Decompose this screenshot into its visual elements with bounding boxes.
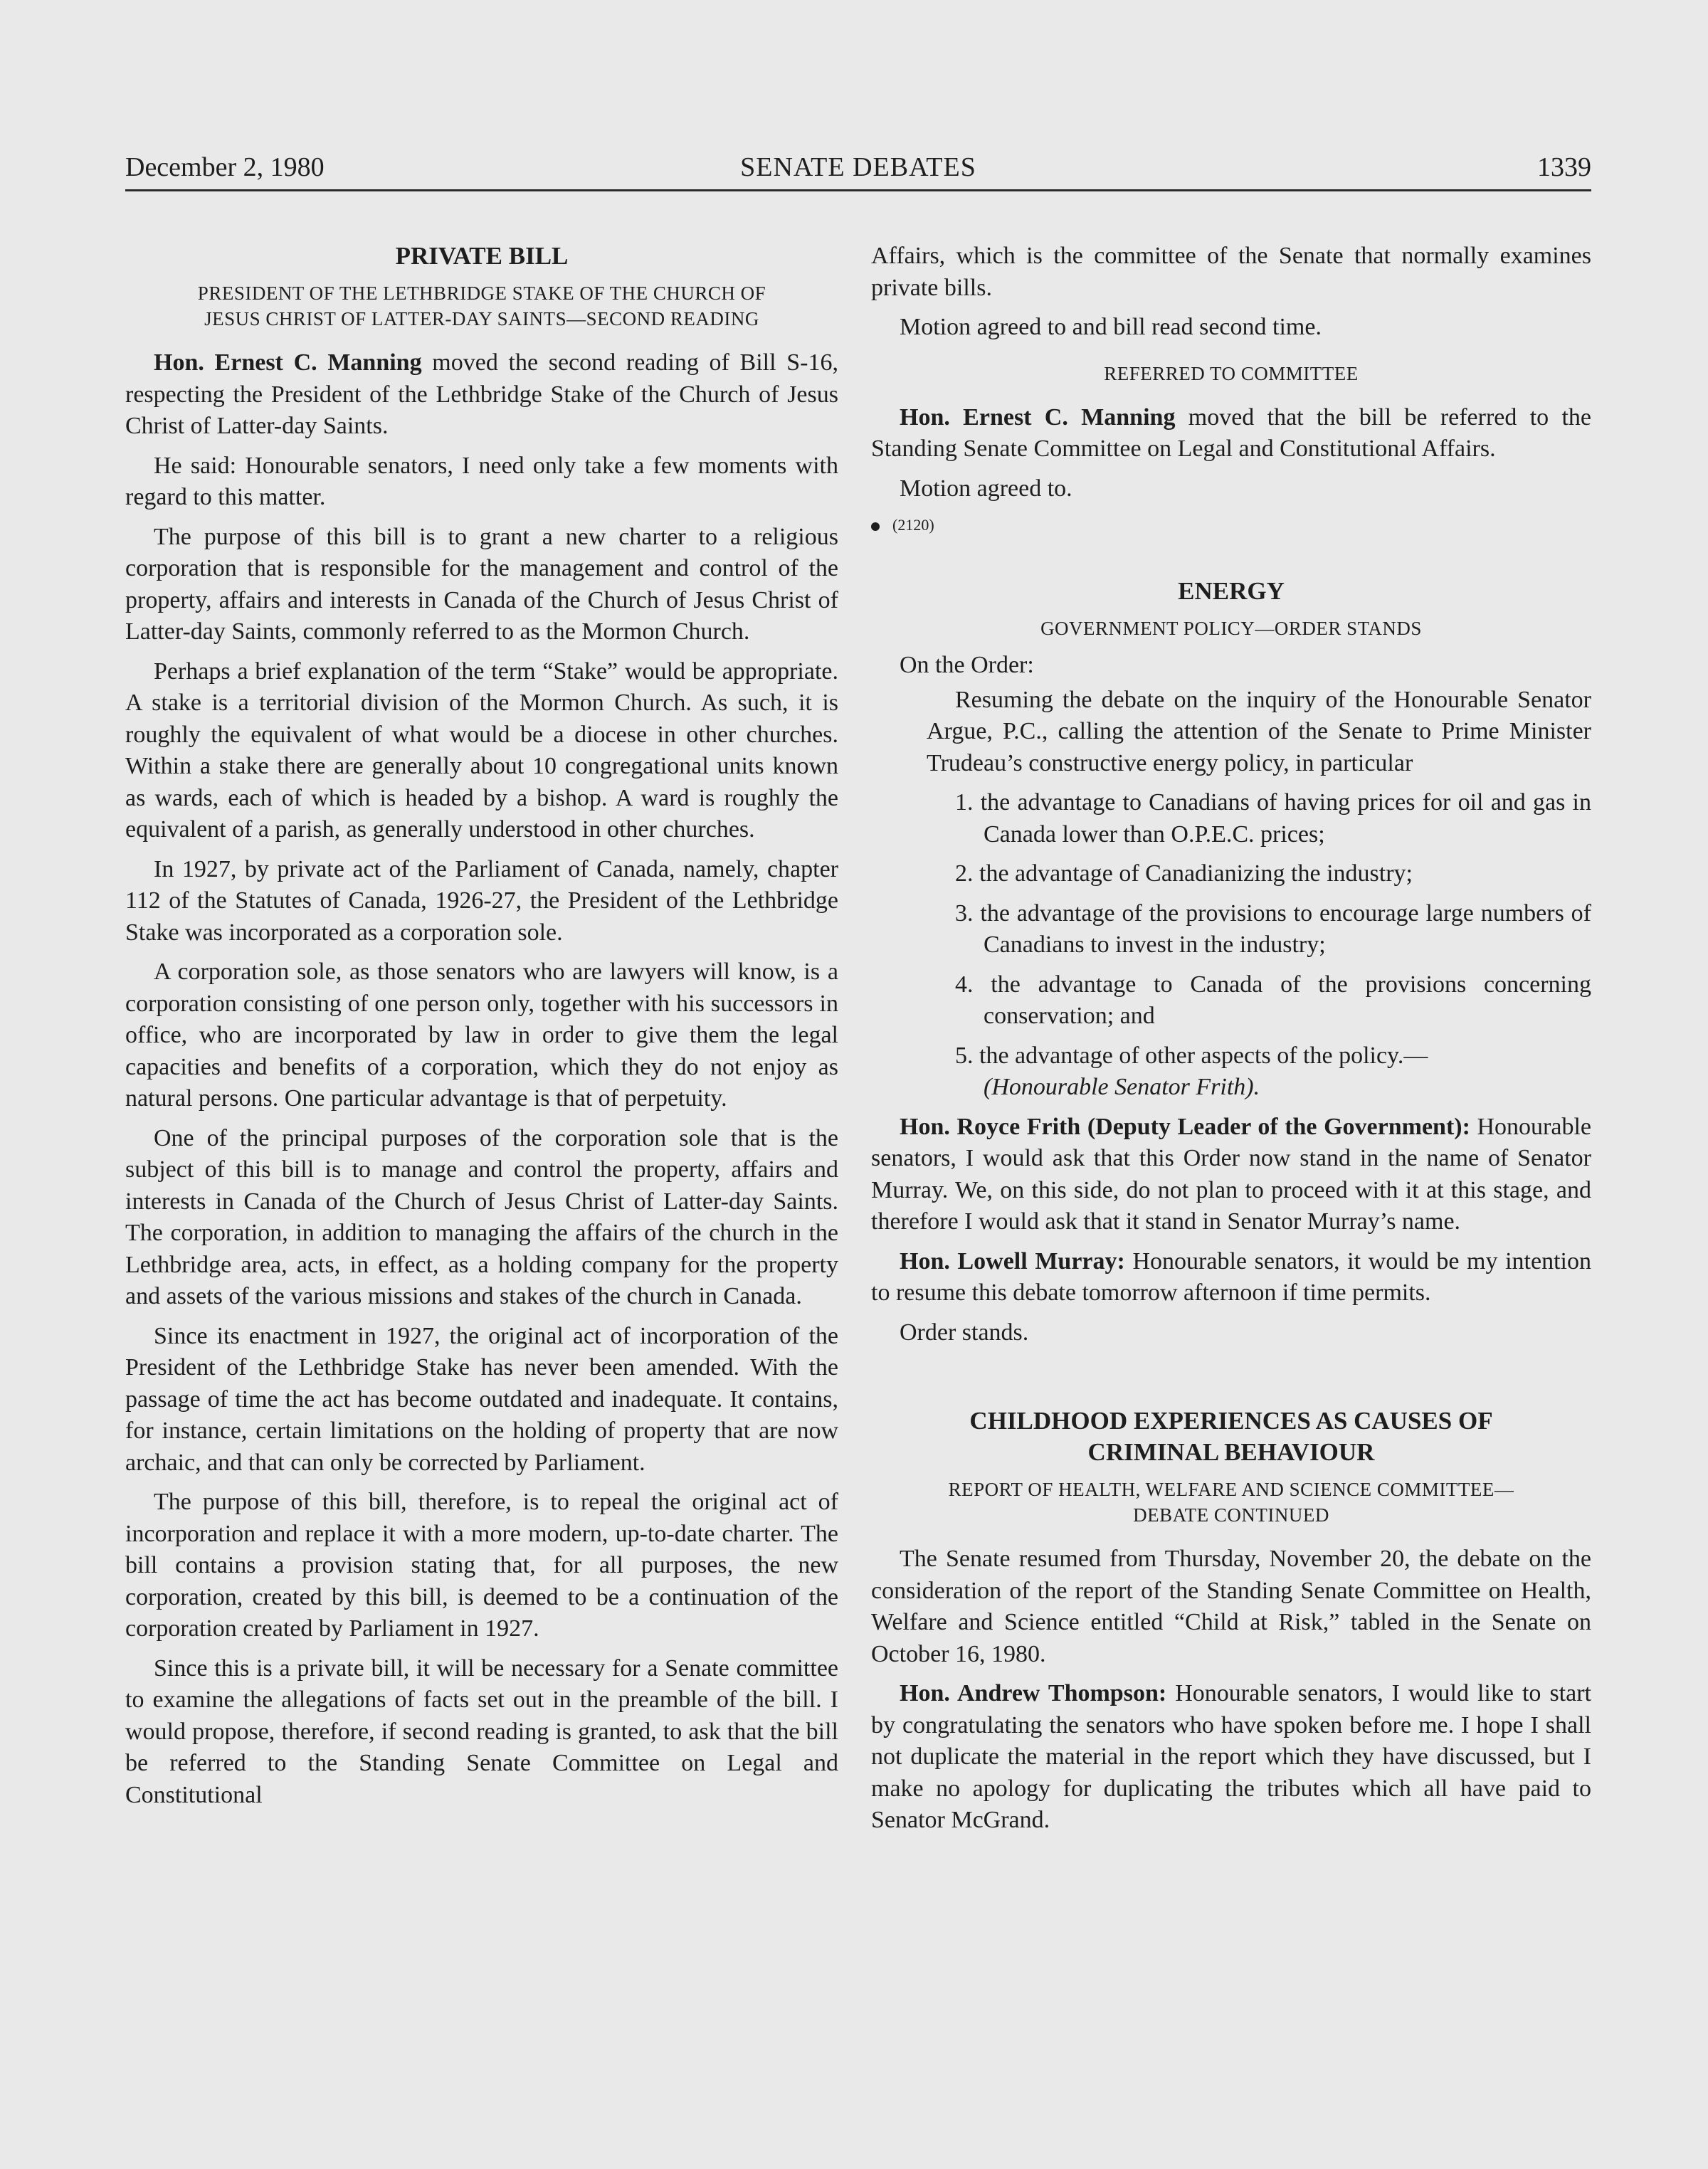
time-marker xyxy=(871,514,1591,536)
header-date: December 2, 1980 xyxy=(125,152,325,182)
paragraph: Motion agreed to. xyxy=(900,475,1072,502)
speaker-name: Hon. Royce Frith (Deputy Leader of the Government): xyxy=(900,1113,1470,1140)
list-item: 3. the advantage of the provisions to encourage large numbers of Canadians to invest in the industry; xyxy=(955,899,1591,958)
speaker-name: Hon. Ernest C. Manning xyxy=(154,349,422,376)
section-title-private-bill: PRIVATE BILL xyxy=(395,242,569,270)
list-item: 1. the advantage to Canadians of having prices for oil and gas in Canada lower than O.P.E.C. prices; xyxy=(955,789,1591,848)
subtitle-line: REPORT OF HEALTH, WELFARE AND SCIENCE COMMITTEE— xyxy=(948,1479,1514,1500)
subtitle-line: PRESIDENT OF THE LETHBRIDGE STAKE OF THE CHURCH OF xyxy=(197,283,766,304)
speaker-name: Hon. Ernest C. Manning xyxy=(900,403,1176,431)
paragraph: He said: Honourable senators, I need only take a few moments with regard to this matter. xyxy=(125,452,838,510)
paragraph: A corporation sole, as those senators who are lawyers will know, is a corporation consisting of one person only, together with his successors in office, who are incorporated by law in order to give them the legal capacities and benefits of a corporation, which they do not enjoy as natural persons. One particular advantage is that of perpetuity. xyxy=(125,959,838,1112)
paragraph xyxy=(871,1246,1591,1309)
speaker-name: Hon. Lowell Murray: xyxy=(900,1247,1125,1275)
list-item: 4. the advantage to Canada of the provisions concerning conservation; and xyxy=(955,971,1591,1029)
subtitle-line: DEBATE CONTINUED xyxy=(1133,1504,1329,1526)
left-column xyxy=(125,241,838,1811)
paragraph: On the Order: xyxy=(900,652,1034,678)
right-column xyxy=(871,241,1591,1837)
speech-text: moved that the bill be referred to the Standing Senate Committee on Legal and Constitutional Affairs. xyxy=(871,403,1591,462)
paragraph: Order stands. xyxy=(900,1319,1029,1346)
page-header xyxy=(125,149,1591,191)
header-title: SENATE DEBATES xyxy=(740,152,976,182)
speech-text: Honourable senators, I would ask that this Order now stand in the name of Senator Murray. We, on this side, do not plan to proceed with it at this stage, and therefore I would ask that it stand in Senator Murray’s name. xyxy=(871,1113,1591,1235)
section-subtitle-referred: REFERRED TO COMMITTEE xyxy=(1104,362,1359,384)
paragraph xyxy=(125,347,838,443)
time-marker-text: (2120) xyxy=(892,516,934,534)
paragraph: Resuming the debate on the inquiry of the Honourable Senator Argue, P.C., calling the attention of the Senate to Prime Minister Trudeau’s constructive energy policy, in particular xyxy=(927,686,1591,776)
paragraph: The purpose of this bill is to grant a new charter to a religious corporation that is responsible for the management and control of the property, affairs and interests in Canada of the Church of Jesus Christ of Latter-day Saints, commonly referred to as the Mormon Church. xyxy=(125,523,838,645)
subtitle-line: JESUS CHRIST OF LATTER-DAY SAINTS—SECOND READING xyxy=(204,308,759,329)
paragraph: One of the principal purposes of the corporation sole that is the subject of this bill is to manage and control the property, affairs and interests in Canada of the Church of Jesus Christ of Latter-day Saints. The corporation, in addition to managing the affairs of the church in the Lethbridge area, acts, in effect, as a holding company for the property and assets of the various missions and stakes of the church in Canada. xyxy=(125,1124,838,1309)
section-subtitle-childhood xyxy=(871,1477,1591,1528)
speech-text: Honourable senators, it would be my intention to resume this debate tomorrow afternoon if time permits. xyxy=(871,1247,1591,1306)
section-subtitle-energy: GOVERNMENT POLICY—ORDER STANDS xyxy=(1040,618,1422,639)
paragraph xyxy=(871,1678,1591,1837)
attribution: (Honourable Senator Frith). xyxy=(984,1074,1260,1100)
page-number: 1339 xyxy=(1537,152,1591,182)
bullet-icon xyxy=(871,522,880,531)
list-item xyxy=(955,1040,1591,1104)
paragraph: The purpose of this bill, therefore, is to repeal the original act of incorporation and replace it with a more modern, up-to-date charter. The bill contains a provision stating that, for all purposes, the new corporation, created by this bill, is deemed to be a continuation of the corporation created by Parliament in 1927. xyxy=(125,1489,838,1642)
speech-text: moved the second reading of Bill S-16, respecting the President of the Lethbridge Stake of the Church of Jesus Christ of Latter-day Saints. xyxy=(125,349,838,439)
section-title-childhood xyxy=(871,1405,1591,1468)
paragraph: In 1927, by private act of the Parliament of Canada, namely, chapter 112 of the Statutes of Canada, 1926-27, the President of the Lethbridge Stake was incorporated as a corporation sole. xyxy=(125,855,838,946)
paragraph: Since this is a private bill, it will be necessary for a Senate committee to examine the allegations of facts set out in the preamble of the bill. I would propose, therefore, if second reading is granted, to ask that the bill be referred to the Standing Senate Committee on Legal and Constitutional xyxy=(125,1655,838,1808)
speech-text: Honourable senators, I would like to start by congratulating the senators who have spoken before me. I hope I shall not duplicate the material in the report which they have discussed, but I make no apology for duplicating the tributes which all have paid to Senator McGrand. xyxy=(871,1680,1591,1833)
paragraph xyxy=(871,402,1591,465)
speaker-name: Hon. Andrew Thompson: xyxy=(900,1680,1167,1706)
paragraph xyxy=(871,1112,1591,1238)
list-item: 2. the advantage of Canadianizing the industry; xyxy=(955,860,1413,887)
paragraph: Motion agreed to and bill read second time. xyxy=(900,314,1322,340)
title-line: CHILDHOOD EXPERIENCES AS CAUSES OF xyxy=(969,1407,1493,1435)
paragraph: Since its enactment in 1927, the original act of incorporation of the President of the Lethbridge Stake has never been amended. With the passage of time the act has become outdated and inadequate. It contains, for instance, certain limitations on the holding of property that are now archaic, and that can only be corrected by Parliament. xyxy=(125,1322,838,1476)
paragraph: Perhaps a brief explanation of the term “Stake” would be appropriate. A stake is a territorial division of the Mormon Church. As such, it is roughly the equivalent of what would be a diocese in other churches. Within a stake there are generally about 10 congregational units known as wards, each of which is headed by a bishop. A ward is roughly the equivalent of a parish, as generally understood in other churches. xyxy=(125,658,838,843)
section-subtitle-private-bill xyxy=(125,280,838,332)
section-title-energy: ENERGY xyxy=(1178,577,1285,605)
paragraph: The Senate resumed from Thursday, November 20, the debate on the consideration of the report of the Standing Senate Committee on Health, Welfare and Science entitled “Child at Risk,” tabled in the Senate on October 16, 1980. xyxy=(871,1546,1591,1667)
list-item-text: 5. the advantage of other aspects of the policy.— xyxy=(955,1042,1428,1069)
title-line: CRIMINAL BEHAVIOUR xyxy=(1087,1438,1375,1466)
paragraph: Affairs, which is the committee of the Senate that normally examines private bills. xyxy=(871,243,1591,301)
